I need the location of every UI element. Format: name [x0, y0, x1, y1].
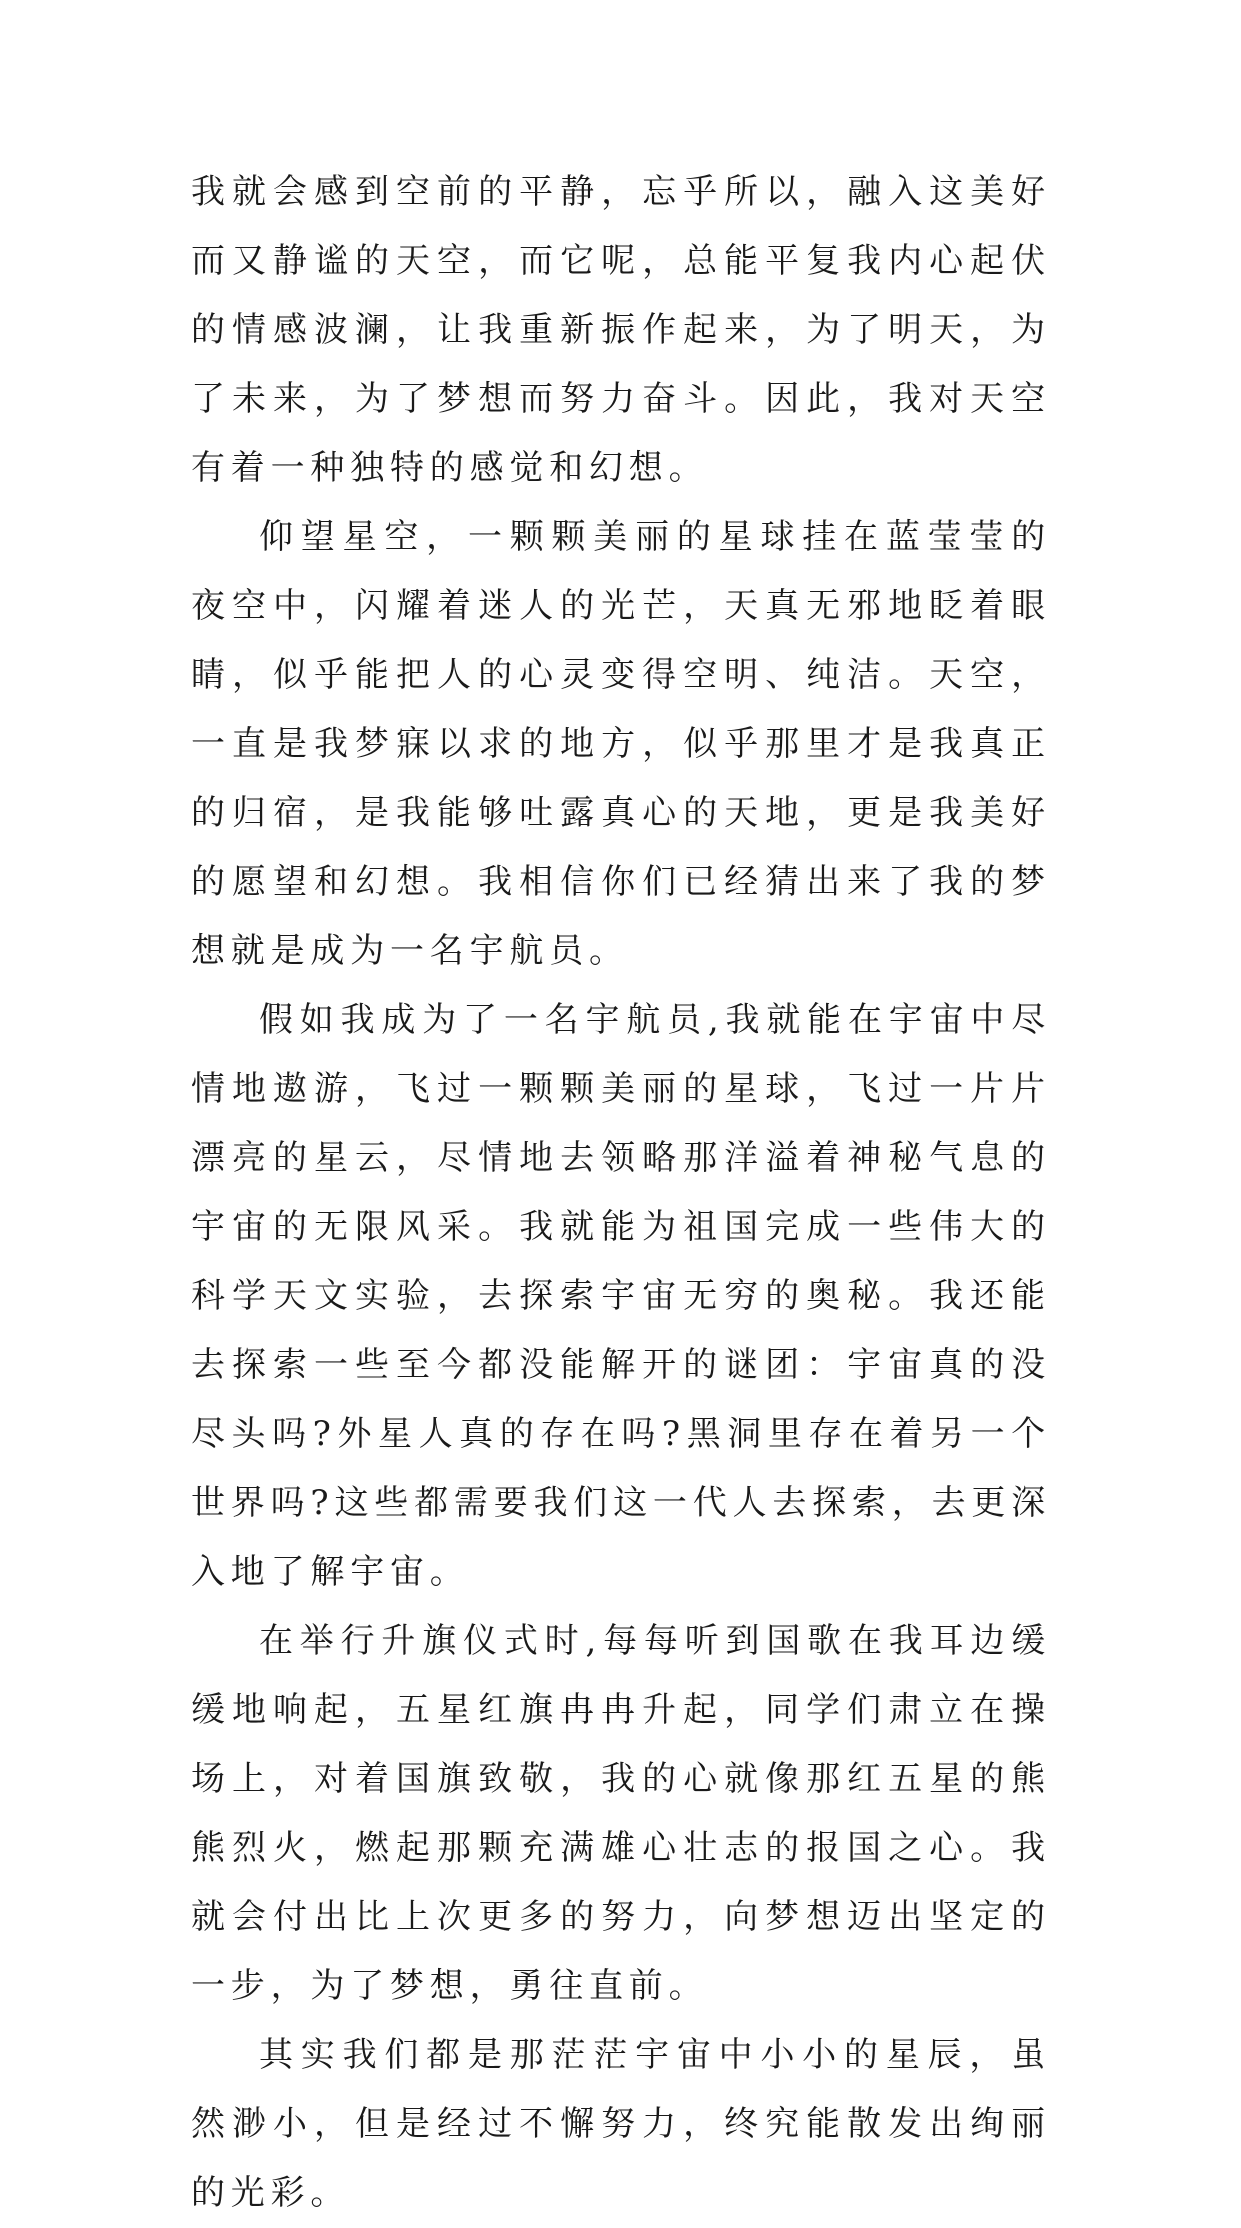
- paragraph-1: 我就会感到空前的平静，忘乎所以，融入这美好而又静谧的天空，而它呢，总能平复我内心起伏的情感波澜，让我重新振作起来，为了明天，为了未来，为了梦想而努力奋斗。因此，我对天空有着一种独特的感觉和幻想。: [191, 172, 1051, 488]
- paragraph-2: 仰望星空，一颗颗美丽的星球挂在蓝莹莹的夜空中，闪耀着迷人的光芒，天真无邪地眨着眼睛，似乎能把人的心灵变得空明、纯洁。天空，一直是我梦寐以求的地方，似乎那里才是我真正的归宿，是我能够吐露真心的天地，更是我美好的愿望和幻想。我相信你们已经猜出来了我的梦想就是成为一名宇航员。: [191, 517, 1051, 971]
- document-body: [191, 158, 1051, 2228]
- paragraph-3: 假如我成为了一名宇航员,我就能在宇宙中尽情地遨游，飞过一颗颗美丽的星球，飞过一片片漂亮的星云，尽情地去领略那洋溢着神秘气息的宇宙的无限风采。我就能为祖国完成一些伟大的科学天文实验，去探索宇宙无穷的奥秘。我还能去探索一些至今都没能解开的谜团：宇宙真的没尽头吗?外星人真的存在吗?黑洞里存在着另一个世界吗?这些都需要我们这一代人去探索，去更深入地了解宇宙。: [191, 1000, 1051, 1592]
- paragraph-5: 其实我们都是那茫茫宇宙中小小的星辰，虽然渺小，但是经过不懈努力，终究能散发出绚丽的光彩。: [191, 2035, 1051, 2213]
- paragraph-4: 在举行升旗仪式时,每每听到国歌在我耳边缓缓地响起，五星红旗冉冉升起，同学们肃立在操场上，对着国旗致敬，我的心就像那红五星的熊熊烈火，燃起那颗充满雄心壮志的报国之心。我就会付出比上次更多的努力，向梦想迈出坚定的一步，为了梦想，勇往直前。: [191, 1621, 1051, 2006]
